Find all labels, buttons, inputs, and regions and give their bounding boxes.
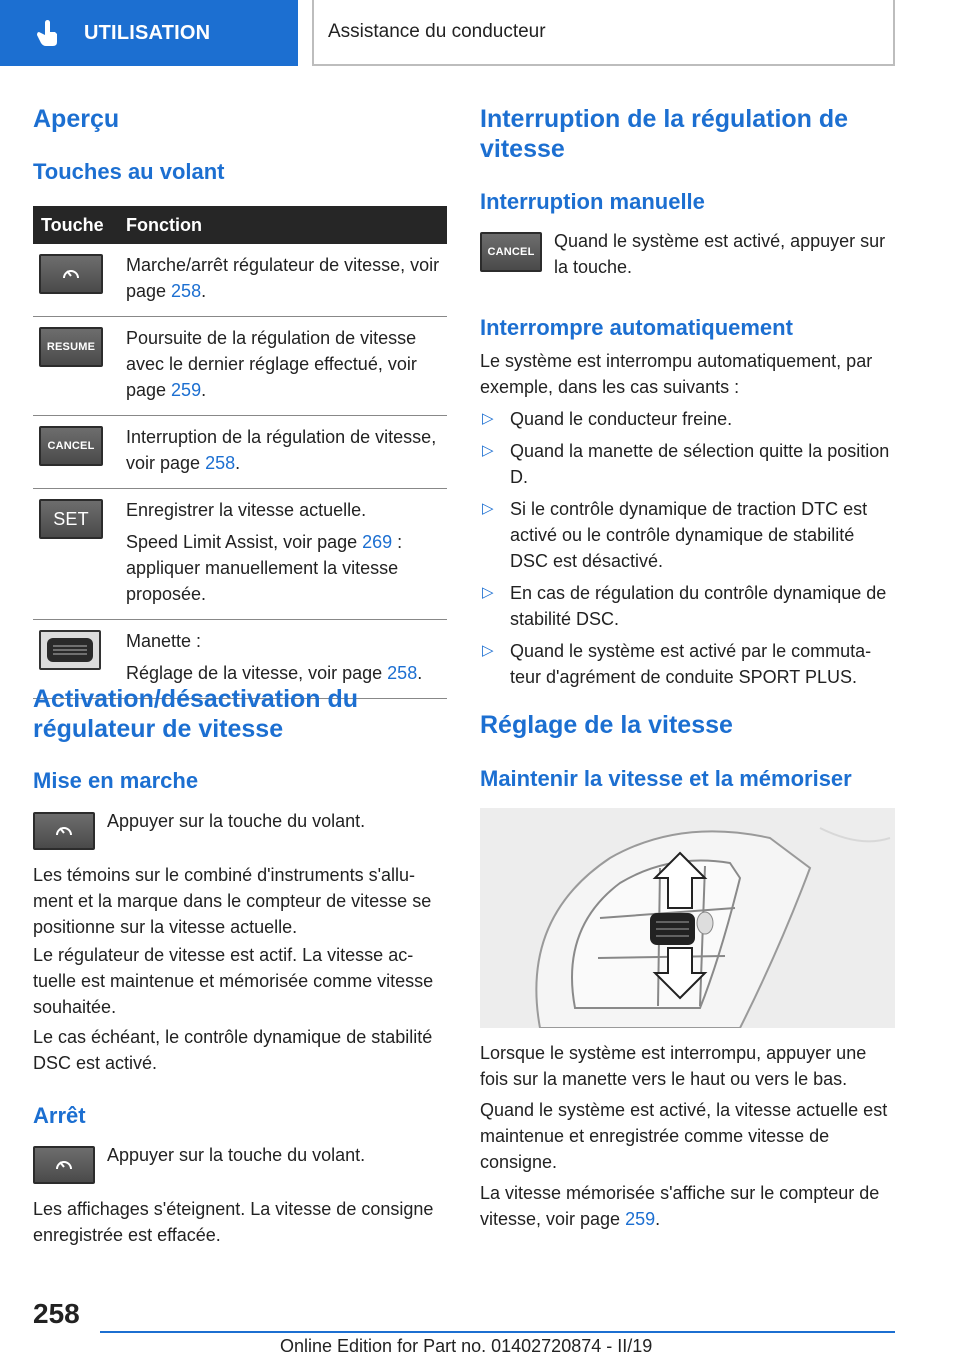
row-function-detail: Speed Limit Assist, voir page 269 : appliquer manuellement la vitesse proposée. bbox=[126, 532, 403, 604]
paragraph: Les affichages s'éteignent. La vitesse de consigne enregistrée est effacée. bbox=[33, 1199, 434, 1245]
paragraph: Le régulateur de vitesse est actif. La vitesse actuelle est maintenue et mémorisée comme vitesse souhaitée. bbox=[33, 945, 434, 1017]
page-link[interactable]: 269 bbox=[362, 532, 393, 552]
list-item: ▷ Si le contrôle dynamique de traction DTC est activé ou le contrôle dynamique de stabilité DSC est désactivé. bbox=[480, 496, 895, 574]
row-function: Interruption de la régulation de vitesse, voir page 258. bbox=[126, 427, 437, 473]
section-tab bbox=[0, 0, 298, 66]
cruise-control-icon bbox=[33, 812, 95, 850]
heading-touches: Touches au volant bbox=[33, 159, 225, 184]
edition-note: Online Edition for Part no. 01402720874 - II/19 bbox=[280, 1336, 653, 1356]
list-item: ▷ Quand le système est activé par le commutateur d'agrément de conduite SPORT PLUS. bbox=[480, 638, 895, 690]
footer-divider bbox=[100, 1331, 895, 1333]
table-row bbox=[33, 244, 447, 317]
col-header-fonction: Fonction bbox=[118, 206, 447, 244]
heading-apercu: Aperçu bbox=[33, 105, 120, 133]
heading-arret: Arrêt bbox=[33, 1103, 86, 1128]
manuelle-instruction: Quand le système est activé, appuyer sur la touche. bbox=[554, 231, 886, 277]
heading-reglage: Réglage de la vitesse bbox=[480, 711, 733, 739]
heading-mise-en-marche: Mise en marche bbox=[33, 768, 199, 793]
table-row bbox=[33, 416, 447, 489]
paragraph: Le système est interrompu automatiquement, par exemple, dans les cas suivants : bbox=[480, 351, 873, 397]
arret-instruction: Appuyer sur la touche du volant. bbox=[107, 1145, 366, 1165]
row-function: Enregistrer la vitesse actuelle. bbox=[126, 500, 367, 520]
row-function-detail: Réglage de la vitesse, voir page 258. bbox=[126, 663, 423, 683]
cruise-control-icon bbox=[33, 1146, 95, 1184]
page-link[interactable]: 259 bbox=[625, 1209, 656, 1229]
page-link[interactable]: 258 bbox=[205, 453, 236, 473]
cancel-button: CANCEL bbox=[39, 426, 103, 466]
resume-button: RESUME bbox=[39, 327, 103, 367]
heading-activation: Activation/désactivation du régulateur de vitesse bbox=[33, 685, 359, 743]
hand-pointer-icon bbox=[28, 13, 68, 53]
heading-interrompre-auto: Interrompre automatiquement bbox=[480, 315, 793, 340]
paragraph: Les témoins sur le combiné d'instruments s'allument et la marque dans le compteur de vitesse se positionne sur la vitesse actuelle. bbox=[33, 865, 432, 937]
steering-wheel-controls-illustration bbox=[480, 808, 895, 1028]
marche-instruction: Appuyer sur la touche du volant. bbox=[107, 811, 366, 831]
list-item: ▷ Quand le conducteur freine. bbox=[480, 406, 895, 432]
chapter-title: Assistance du conducteur bbox=[312, 0, 895, 66]
list-item: ▷ Quand la manette de sélection quitte la position D. bbox=[480, 438, 895, 490]
cancel-button: CANCEL bbox=[480, 232, 542, 272]
heading-interruption-manuelle: Interruption manuelle bbox=[480, 189, 705, 214]
table-row bbox=[33, 317, 447, 416]
list-item: ▷ En cas de régulation du contrôle dynamique de stabilité DSC. bbox=[480, 580, 895, 632]
page-link[interactable]: 258 bbox=[171, 281, 202, 301]
paragraph: Le cas échéant, le contrôle dynamique de stabilité DSC est activé. bbox=[33, 1027, 433, 1073]
table-row bbox=[33, 489, 447, 620]
cruise-control-icon bbox=[39, 254, 103, 294]
paragraph: La vitesse mémorisée s'affiche sur le compteur de vitesse, voir page 259. bbox=[480, 1183, 880, 1229]
heading-maintenir: Maintenir la vitesse et la mémoriser bbox=[480, 766, 852, 791]
page-link[interactable]: 259 bbox=[171, 380, 202, 400]
row-function: Marche/arrêt régulateur de vitesse, voir page 258. bbox=[126, 255, 440, 301]
keys-table bbox=[33, 206, 447, 699]
set-button: SET bbox=[39, 499, 103, 539]
col-header-touche: Touche bbox=[33, 206, 118, 244]
section-label: UTILISATION bbox=[84, 21, 211, 44]
paragraph: Quand le système est activé, la vitesse actuelle est maintenue et enregistrée comme vitesse de consigne. bbox=[480, 1100, 888, 1172]
heading-interruption: Interruption de la régulation de vitesse bbox=[480, 105, 849, 163]
page-link[interactable]: 258 bbox=[387, 663, 418, 683]
paragraph: Lorsque le système est interrompu, appuyer une fois sur la manette vers le haut ou vers le bas. bbox=[480, 1043, 867, 1089]
rocker-switch-icon bbox=[39, 630, 101, 670]
page-number: 258 bbox=[33, 1298, 80, 1329]
conditions-list bbox=[480, 406, 895, 696]
row-function: Manette : bbox=[126, 631, 202, 651]
row-function: Poursuite de la régulation de vitesse avec le dernier réglage effectué, voir page 259. bbox=[126, 328, 417, 400]
